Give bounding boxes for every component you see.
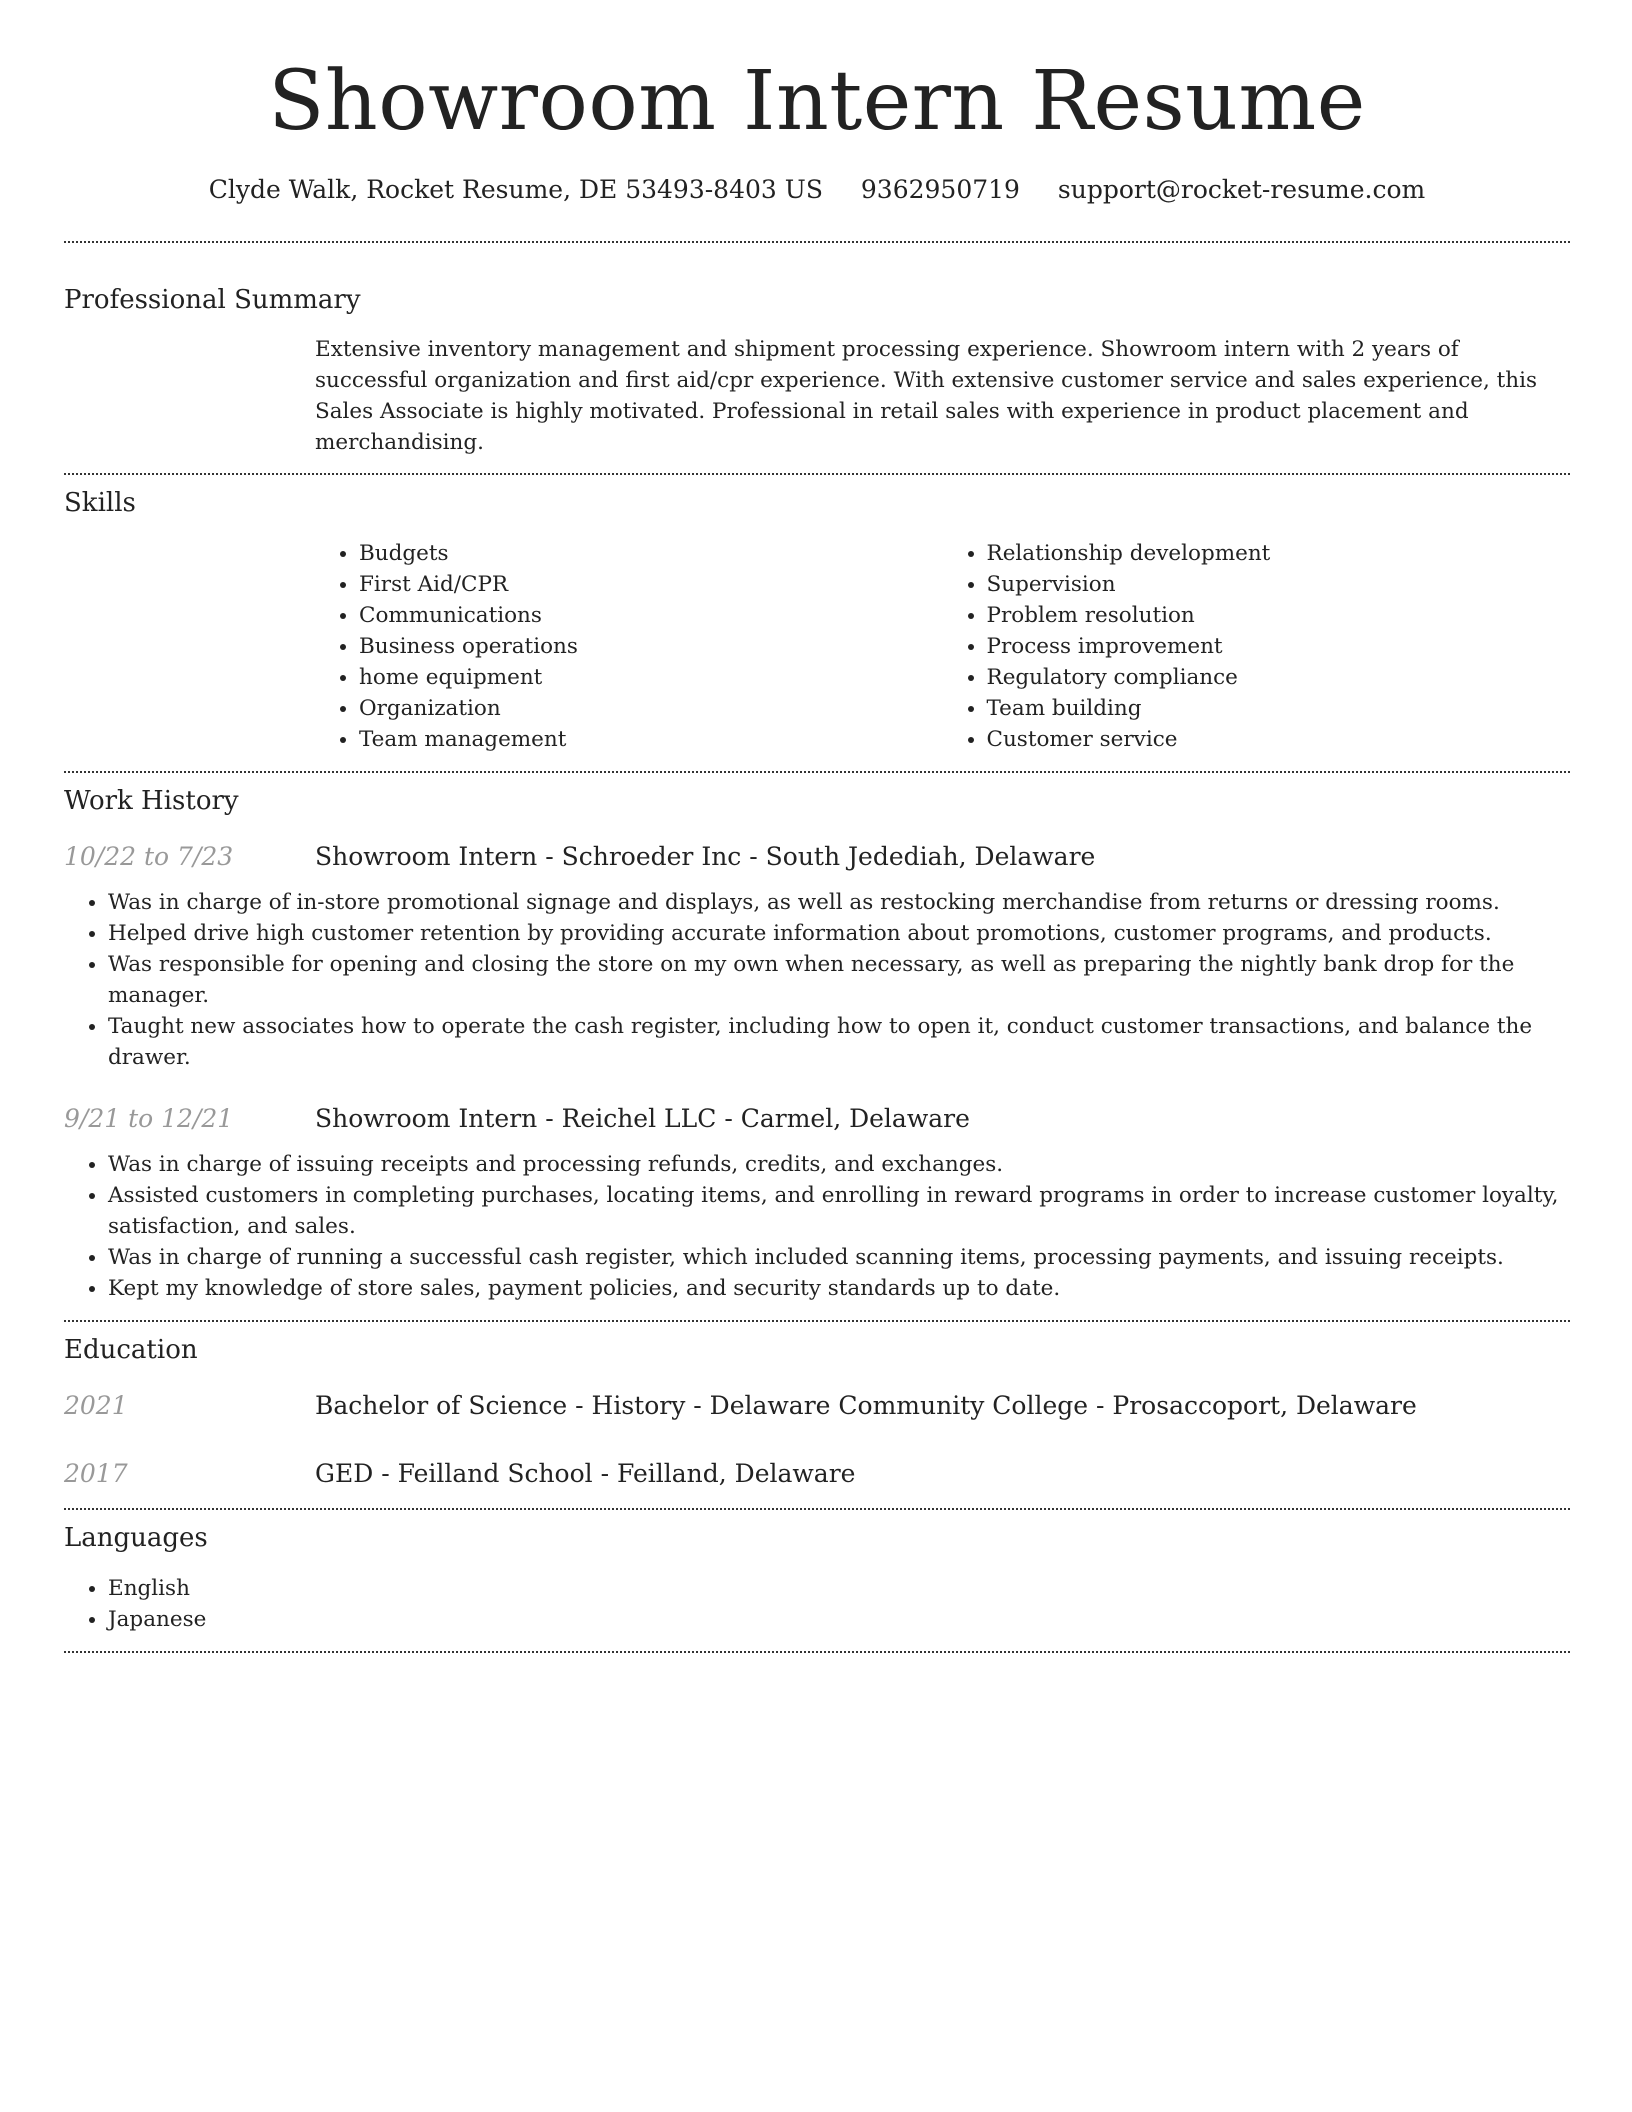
education-text: GED - Feilland School - Feilland, Delaware: [315, 1459, 856, 1488]
job-bullet: • Was in charge of in-store promotional signage and displays, as well as restocking merchandise from returns or dressing rooms.: [108, 887, 1570, 918]
job-dates: 10/22 to 7/23: [64, 842, 234, 871]
contact-email: support@rocket-resume.com: [1057, 175, 1426, 204]
skill-item: • Budgets: [359, 538, 943, 569]
divider: [64, 241, 1570, 243]
skill-item: • Problem resolution: [987, 600, 1571, 631]
skill-item: • Process improvement: [987, 631, 1571, 662]
skill-item: • Business operations: [359, 631, 943, 662]
skill-item: • Relationship development: [987, 538, 1571, 569]
education-item: [64, 1388, 1570, 1424]
skill-item: • home equipment: [359, 662, 943, 693]
skill-item: • Team management: [359, 724, 943, 755]
languages-list: [64, 1573, 1570, 1635]
contact-line: [64, 172, 1570, 208]
skill-item: • Supervision: [987, 569, 1571, 600]
language-item: • Japanese: [108, 1604, 1570, 1635]
skills-column-left: [315, 538, 943, 755]
job-bullet: • Helped drive high customer retention by providing accurate information about promotions, customer programs, and products.: [108, 918, 1570, 949]
divider: [64, 473, 1570, 475]
section-title-skills: Skills: [64, 488, 136, 518]
skill-item: • Organization: [359, 693, 943, 724]
skill-item: • First Aid/CPR: [359, 569, 943, 600]
contact-phone: 9362950719: [860, 175, 1020, 204]
education-year: 2017: [64, 1459, 128, 1488]
divider: [64, 1651, 1570, 1653]
language-item: • English: [108, 1573, 1570, 1604]
contact-address: Clyde Walk, Rocket Resume, DE 53493-8403 US: [208, 175, 823, 204]
job-title: Showroom Intern - Reichel LLC - Carmel, Delaware: [315, 1104, 970, 1133]
skill-item: • Communications: [359, 600, 943, 631]
job-bullet: • Was in charge of running a successful cash register, which included scanning items, processing payments, and issuing receipts.: [108, 1242, 1570, 1273]
job-title: Showroom Intern - Schroeder Inc - South Jedediah, Delaware: [315, 842, 1096, 871]
education-item: [64, 1456, 1570, 1492]
job-entry: [64, 1101, 1570, 1304]
job-bullets: [64, 887, 1570, 1073]
section-title-work-history: Work History: [64, 786, 239, 816]
job-bullet: • Taught new associates how to operate the cash register, including how to open it, conduct customer transactions, and balance the drawer.: [108, 1011, 1570, 1073]
section-title-education: Education: [64, 1335, 198, 1365]
divider: [64, 1320, 1570, 1322]
education-text: Bachelor of Science - History - Delaware Community College - Prosaccoport, Delaware: [315, 1391, 1417, 1420]
education-year: 2021: [64, 1391, 128, 1420]
job-entry: [64, 839, 1570, 1073]
skill-item: • Customer service: [987, 724, 1571, 755]
divider: [64, 1508, 1570, 1510]
job-bullet: • Kept my knowledge of store sales, payment policies, and security standards up to date.: [108, 1273, 1570, 1304]
skills-list: [315, 538, 1570, 755]
skill-item: • Regulatory compliance: [987, 662, 1571, 693]
section-title-summary: Professional Summary: [64, 285, 361, 315]
job-bullet: • Was responsible for opening and closing the store on my own when necessary, as well as preparing the nightly bank drop for the manager.: [108, 949, 1570, 1011]
skill-item: • Team building: [987, 693, 1571, 724]
job-bullet: • Assisted customers in completing purchases, locating items, and enrolling in reward programs in order to increase customer loyalty, satisfaction, and sales.: [108, 1180, 1570, 1242]
job-bullets: [64, 1149, 1570, 1304]
divider: [64, 771, 1570, 773]
resume-title: Showroom Intern Resume: [268, 54, 1366, 149]
job-header: [64, 1101, 1570, 1137]
job-dates: 9/21 to 12/21: [64, 1104, 234, 1133]
job-bullet: • Was in charge of issuing receipts and processing refunds, credits, and exchanges.: [108, 1149, 1570, 1180]
section-title-languages: Languages: [64, 1523, 208, 1553]
skills-column-right: [943, 538, 1571, 755]
summary-text: Extensive inventory management and shipment processing experience. Showroom intern with 2 years of successful organization and first aid/cpr experience. With extensive customer service and sales experience, this Sales Associate is highly motivated. Professional in retail sales with experience in product placement and merchandising.: [315, 337, 1538, 455]
resume-page: [64, 0, 1570, 1653]
job-header: [64, 839, 1570, 875]
